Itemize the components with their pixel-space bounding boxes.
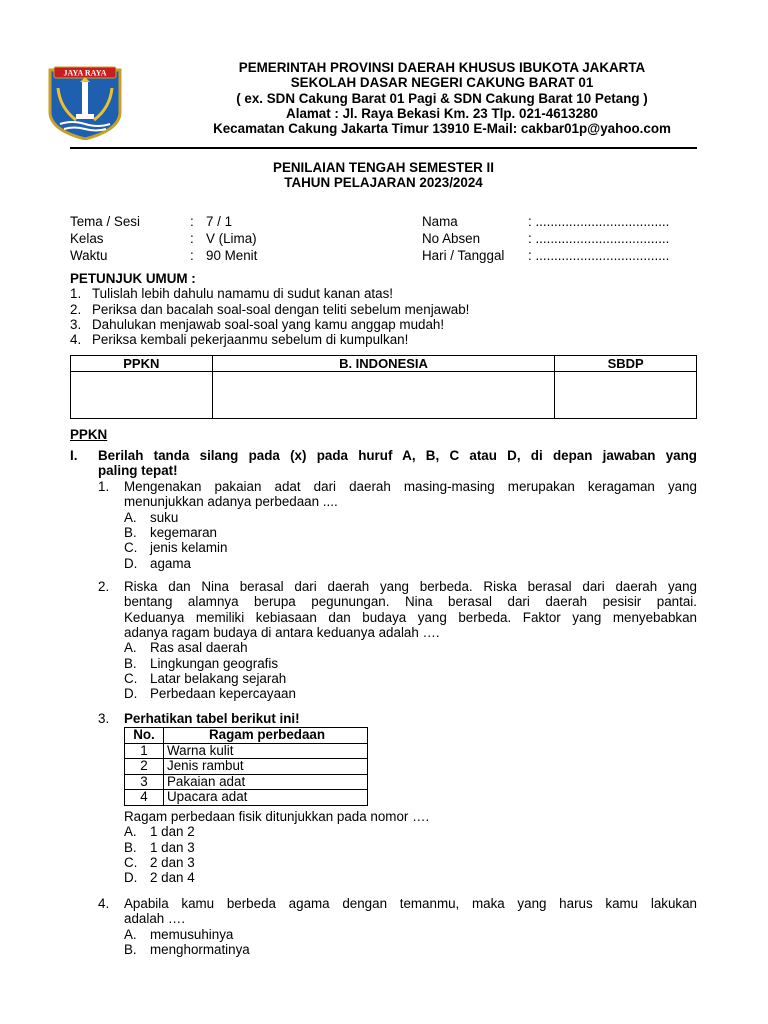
question-text-line: menunjukkan adanya perbedaan ....: [124, 494, 338, 510]
part-number: I.: [70, 448, 78, 463]
question-text-line: Ragam perbedaan fisik ditunjukkan pada nomor ….: [124, 809, 430, 824]
option[interactable]: A. memusuhinya: [124, 926, 234, 942]
info-label-right: Nama: [422, 214, 458, 229]
option[interactable]: C. jenis kelamin: [124, 540, 228, 556]
exam-title: [70, 160, 697, 191]
info-label-right: No Absen: [422, 231, 481, 246]
instructions-heading: PETUNJUK UMUM :: [70, 271, 196, 286]
info-value: 90 Menit: [206, 248, 258, 263]
option[interactable]: A. Ras asal daerah: [124, 640, 248, 656]
option[interactable]: B. 1 dan 3: [124, 839, 195, 855]
date-field[interactable]: : ....................................: [528, 248, 670, 263]
question-3: [70, 711, 697, 727]
part-line-2: paling tepat!: [98, 463, 178, 479]
letterhead-line-3: ( ex. SDN Cakung Barat 01 Pagi & SDN Cakung Barat 10 Petang ): [236, 90, 648, 106]
info-value: V (Lima): [206, 231, 257, 246]
info-label: Waktu: [70, 248, 108, 263]
info-separator: :: [190, 248, 194, 263]
exam-title-line-2: TAHUN PELAJARAN 2023/2024: [284, 175, 483, 191]
option[interactable]: B. menghormatinya: [124, 941, 250, 957]
question-text-line: Keduanya memiliki kebiasaan dan budaya yang berbeda. Faktor yang menyebabkan: [124, 609, 697, 625]
info-separator: :: [190, 214, 194, 229]
question-number: 2.: [98, 579, 110, 594]
question-number: 4.: [98, 896, 110, 911]
option[interactable]: A. suku: [124, 509, 179, 525]
info-separator: :: [190, 231, 194, 246]
question-text-line: Apabila kamu berbeda agama dengan temanmu, maka yang harus kamu lakukan: [124, 896, 697, 911]
school-logo: [46, 64, 124, 140]
instruction-item: 2. Periksa dan bacalah soal-soal dengan teliti sebelum menjawab!: [70, 301, 470, 317]
question-text-line: Mengenakan pakaian adat dari daerah masing-masing merupakan keragaman yang: [124, 479, 697, 494]
letterhead-line-1: PEMERINTAH PROVINSI DAERAH KHUSUS IBUKOTA JAKARTA: [238, 60, 646, 75]
instruction-item: 3. Dahulukan menjawab soal-soal yang kamu anggap mudah!: [70, 316, 445, 332]
exam-title-line-1: PENILAIAN TENGAH SEMESTER II: [273, 160, 494, 175]
subject-header: SBDP: [555, 356, 697, 372]
question-number: 3.: [98, 711, 110, 726]
letterhead-line-2: SEKOLAH DASAR NEGERI CAKUNG BARAT 01: [290, 75, 594, 91]
option[interactable]: C. 2 dan 3: [124, 854, 195, 870]
option[interactable]: D. 2 dan 4: [124, 870, 195, 886]
table-row: 2 Jenis rambut: [125, 759, 368, 775]
subject-header: PPKN: [71, 356, 213, 372]
info-value: 7 / 1: [206, 214, 233, 229]
option[interactable]: B. Lingkungan geografis: [124, 655, 279, 671]
info-label: Tema / Sesi: [70, 214, 140, 229]
info-label-right: Hari / Tanggal: [422, 248, 505, 263]
section-title: PPKN: [70, 427, 108, 442]
question-text-line: bentang alamnya berupa pegunungan. Nina berasal dari daerah pesisir pantai.: [124, 594, 697, 610]
question-1: [70, 479, 697, 571]
table-row: 4 Upacara adat: [125, 790, 368, 806]
ragam-table: [124, 727, 368, 806]
letterhead-line-4: Alamat : Jl. Raya Bekasi Km. 23 Tlp. 021-4613280: [286, 105, 598, 121]
subject-score-table: [70, 355, 697, 419]
option[interactable]: A. 1 dan 2: [124, 824, 195, 840]
part-line-1: Berilah tanda silang pada (x) pada huruf A, B, C atau D, di depan jawaban yang: [98, 448, 697, 463]
option[interactable]: D. agama: [124, 555, 191, 571]
option[interactable]: B. kegemaran: [124, 524, 217, 540]
score-cell[interactable]: [212, 372, 555, 419]
table-row: 1 Warna kulit: [125, 743, 368, 759]
question-text-line: adalah ….: [124, 911, 186, 927]
school-letterhead: [127, 60, 757, 136]
question-text-line: Riska dan Nina berasal dari daerah yang berbeda. Riska berasal dari daerah yang: [124, 579, 697, 594]
instruction-item: 4. Periksa kembali pekerjaanmu sebelum di kumpulkan!: [70, 332, 409, 348]
absen-field[interactable]: : ....................................: [528, 231, 670, 246]
score-cell[interactable]: [71, 372, 213, 419]
table-row: 3 Pakaian adat: [125, 774, 368, 790]
question-4: [70, 896, 697, 958]
instruction-item: 1. Tulislah lebih dahulu namamu di sudut kanan atas!: [70, 286, 393, 302]
student-info: [70, 214, 700, 265]
question-3-body: [124, 809, 684, 887]
question-number: 1.: [98, 479, 110, 494]
name-field[interactable]: : ....................................: [528, 214, 670, 229]
info-row: [70, 231, 700, 248]
option[interactable]: C. Latar belakang sejarah: [124, 670, 287, 686]
info-row: [70, 214, 700, 231]
info-row: [70, 248, 700, 265]
logo-text: JAYA RAYA: [63, 68, 107, 78]
info-label: Kelas: [70, 231, 104, 246]
subject-header: B. INDONESIA: [212, 356, 555, 372]
question-2: [70, 579, 697, 703]
score-cell[interactable]: [555, 372, 697, 419]
table-header: No.: [125, 728, 164, 744]
option[interactable]: D. Perbedaan kepercayaan: [124, 686, 296, 702]
letterhead-line-5: Kecamatan Cakung Jakarta Timur 13910 E-Mail: cakbar01p@yahoo.com: [213, 121, 671, 137]
table-header: Ragam perbedaan: [164, 728, 368, 744]
question-intro: Perhatikan tabel berikut ini!: [124, 711, 300, 726]
part-instruction: [70, 448, 697, 479]
question-text-line: adanya ragam budaya di antara keduanya adalah ….: [124, 624, 440, 640]
header-divider: [70, 147, 697, 149]
instructions: [70, 271, 710, 347]
